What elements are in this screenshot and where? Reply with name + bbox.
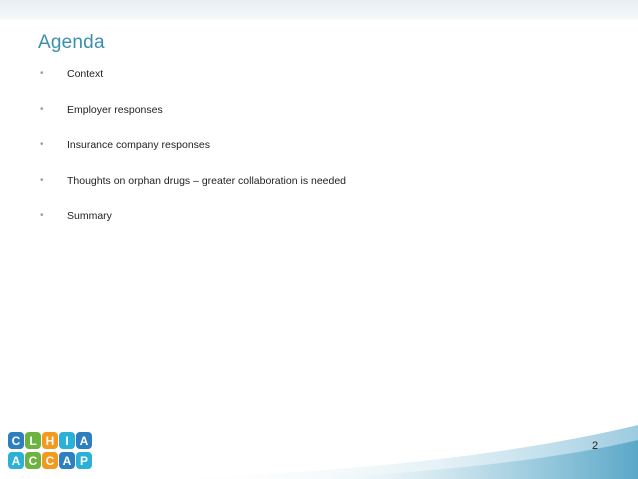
bullet-icon: • [40,174,44,186]
logo-letter: L [25,432,41,449]
logo-letter: H [42,432,58,449]
agenda-item-text: Employer responses [67,103,163,116]
clhia-accap-logo [8,432,92,472]
bullet-icon: • [40,103,44,115]
logo-letter: C [8,432,24,449]
logo-letter: C [42,452,58,469]
agenda-item-text: Context [67,68,104,80]
bullet-icon: • [40,139,44,150]
agenda-item-text: Insurance company responses [67,139,210,151]
bullet-icon: • [40,210,44,221]
slide-title: Agenda [38,32,105,53]
agenda-item-text: Summary [67,210,112,222]
bullet-icon: • [40,68,44,79]
logo-letter: P [76,452,92,469]
logo-row-top [8,432,92,450]
logo-letter: C [25,452,41,469]
logo-letter: I [59,432,75,449]
logo-letter: A [59,452,75,469]
logo-letter: A [76,432,92,449]
logo-row-bottom [8,452,92,470]
agenda-item-text: Thoughts on orphan drugs – greater collaboration is needed [67,174,347,187]
page-number: 2 [592,440,599,452]
logo-letter: A [8,452,24,469]
